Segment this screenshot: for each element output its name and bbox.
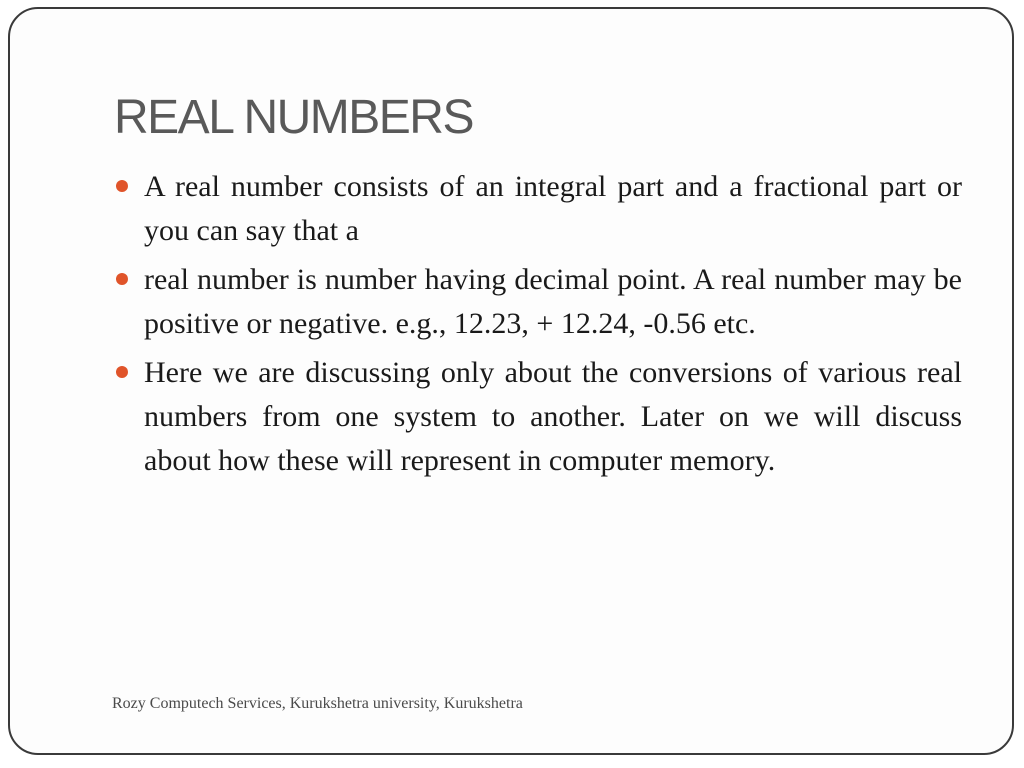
bullet-list: [114, 165, 962, 488]
bullet-text: A real number consists of an integral part and a fractional part or you can say that a: [144, 170, 962, 247]
bullet-dot-icon: [116, 273, 128, 285]
bullet-dot-icon: [116, 366, 128, 378]
bullet-dot-icon: [116, 180, 128, 192]
bullet-item: [114, 351, 962, 483]
bullet-text: real number is number having decimal point. A real number may be positive or negative. e.g., 12.23, + 12.24, -0.56 etc.: [144, 263, 962, 340]
slide-footer: Rozy Computech Services, Kurukshetra university, Kurukshetra: [112, 695, 523, 712]
bullet-item: [114, 258, 962, 346]
bullet-item: [114, 165, 962, 253]
slide-title: REAL NUMBERS: [114, 91, 473, 144]
bullet-text: Here we are discussing only about the conversions of various real numbers from one system to another. Later on we will discuss about how these will represent in computer memory.: [144, 356, 962, 477]
